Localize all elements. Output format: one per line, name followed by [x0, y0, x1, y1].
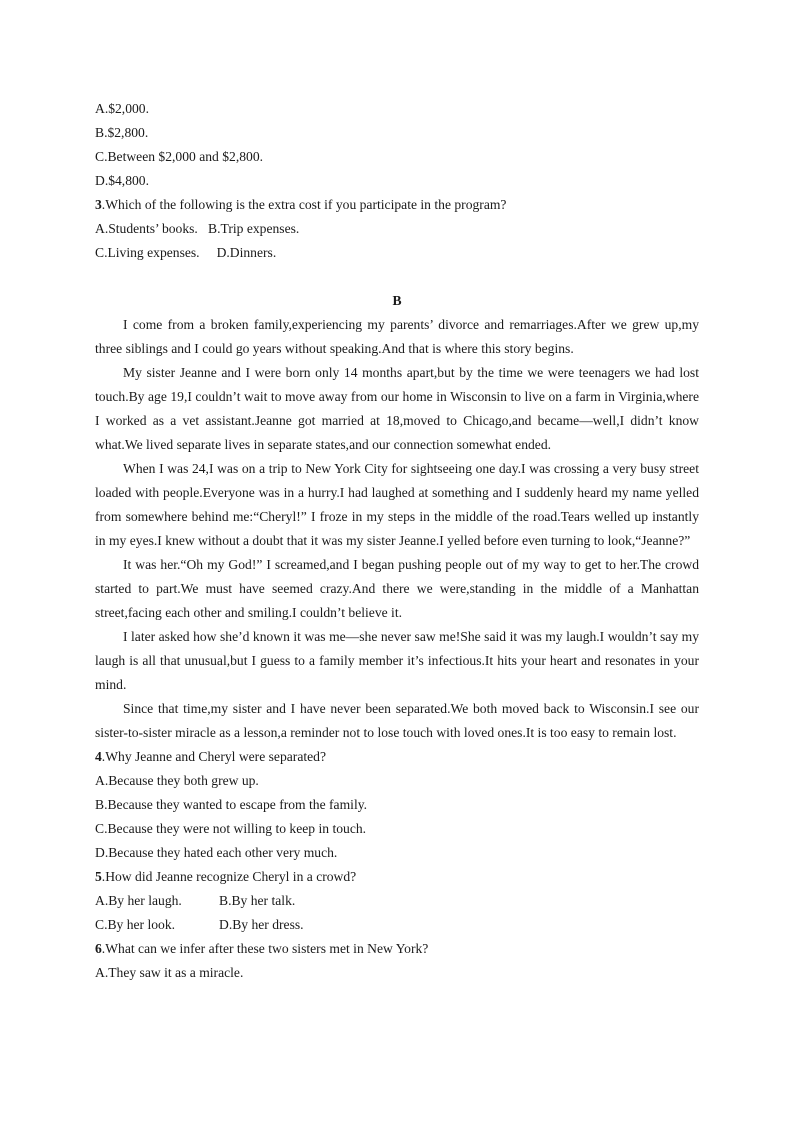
passage-paragraph: I later asked how she’d known it was me—she never saw me!She said it was my laugh.I wouldn’t say my laugh is all that unusual,but I guess to a family member it’s infectious.It hits your heart and resonates in your mind.: [95, 629, 699, 692]
q2-option-b: B.$2,800.: [95, 125, 149, 140]
passage-paragraph: Since that time,my sister and I have never been separated.We both moved back to Wisconsin.I see our sister-to-sister miracle as a lesson,a reminder not to lose touch with loved ones.It is too easy to remain lost.: [95, 701, 699, 740]
q5-option-c: C.By her look.: [95, 917, 176, 932]
q5-question: [95, 865, 699, 889]
document-page: [95, 97, 699, 985]
q2-option-a: A.$2,000.: [95, 101, 149, 116]
q4-option-b: B.Because they wanted to escape from the family.: [95, 797, 368, 812]
q5-options-row2: [95, 913, 699, 937]
q4-option-a: A.Because they both grew up.: [95, 773, 259, 788]
q4-option-c: C.Because they were not willing to keep in touch.: [95, 821, 367, 836]
q3-question: [95, 193, 699, 217]
q2-option-c: C.Between $2,000 and $2,800.: [95, 149, 264, 164]
q3-text: .Which of the following is the extra cost if you participate in the program?: [101, 197, 507, 212]
passage-paragraph: When I was 24,I was on a trip to New York City for sightseeing one day.I was crossing a very busy street loaded with people.Everyone was in a hurry.I had laughed at something and I suddenly heard my name yelled from somewhere behind me:“Cheryl!” I froze in my steps in the middle of the road.Tears welled up instantly in my eyes.I knew without a doubt that it was my sister Jeanne.I yelled before even turning to look,“Jeanne?”: [95, 461, 699, 548]
passage-paragraph: I come from a broken family,experiencing my parents’ divorce and remarriages.After we grew up,my three siblings and I could go years without speaking.And that is where this story begins.: [95, 317, 699, 356]
q2-option-d: D.$4,800.: [95, 173, 149, 188]
passage-paragraph: My sister Jeanne and I were born only 14 months apart,but by the time we were teenagers we had lost touch.By age 19,I couldn’t wait to move away from our home in Wisconsin to live on a farm in Virginia,where I worked as a vet assistant.Jeanne got married at 18,moved to Chicago,and became—well,I didn’t know what.We lived separate lives in separate states,and our connection somewhat ended.: [95, 365, 699, 452]
q5-option-a: A.By her laugh.: [95, 893, 182, 908]
q6-option-a: A.They saw it as a miracle.: [95, 965, 244, 980]
q6-number: 6: [95, 941, 102, 956]
q4-text: .Why Jeanne and Cheryl were separated?: [101, 749, 326, 764]
q5-option-d: D.By her dress.: [219, 917, 304, 932]
q5-number: 5: [95, 869, 102, 884]
q4-number: 4: [95, 749, 102, 764]
q5-option-b: B.By her talk.: [219, 893, 296, 908]
q5-options-row1: [95, 889, 699, 913]
q6-text: .What can we infer after these two sisters met in New York?: [101, 941, 429, 956]
passage-paragraph: It was her.“Oh my God!” I screamed,and I began pushing people out of my way to get to her.The crowd started to part.We must have seemed crazy.And there we were,standing in the middle of a Manhattan street,facing each other and smiling.I couldn’t believe it.: [95, 557, 699, 620]
q3-options-row1: A.Students’ books. B.Trip expenses.: [95, 221, 300, 236]
q4-question: [95, 745, 699, 769]
q3-number: 3: [95, 197, 102, 212]
q6-question: [95, 937, 699, 961]
q4-option-d: D.Because they hated each other very much.: [95, 845, 338, 860]
section-title: B: [392, 293, 402, 308]
q5-text: .How did Jeanne recognize Cheryl in a crowd?: [101, 869, 357, 884]
section-gap: [95, 265, 699, 289]
q3-options-row2: C.Living expenses. D.Dinners.: [95, 245, 277, 260]
